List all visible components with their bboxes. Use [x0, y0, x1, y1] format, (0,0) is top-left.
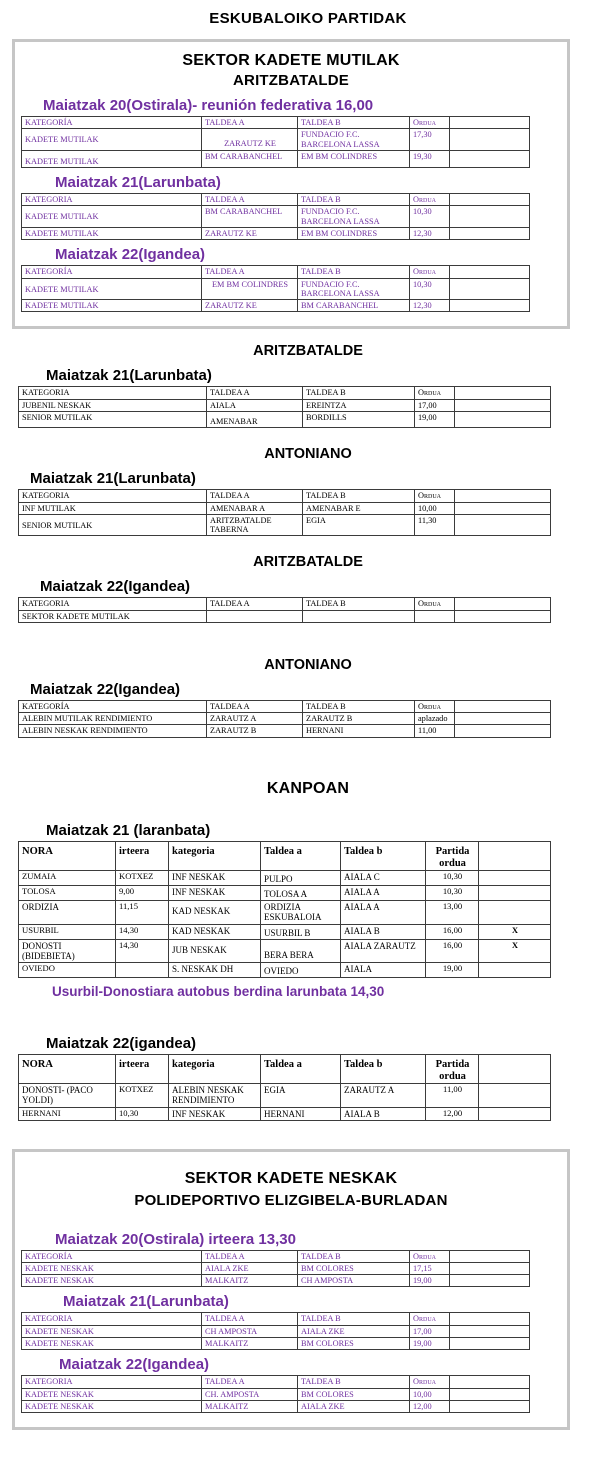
col-ordua: Ordua [410, 194, 450, 206]
col-kategoria: KATEGORIA [22, 1313, 202, 1325]
cell-extra [450, 300, 530, 312]
table-row [22, 278, 530, 300]
cell-taldea-b: FUNDACIO F.C. BARCELONA LASSA [298, 206, 410, 228]
cell-taldea-b: AMENABAR E [303, 502, 415, 514]
cell-partida-ordua: 19,00 [426, 962, 479, 977]
col-extra [479, 1054, 551, 1084]
schedule-table-antoniano-21 [18, 489, 551, 536]
col-kategoria: kategoria [169, 841, 261, 871]
cell-kategoria: KADETE MUTILAK [22, 227, 202, 239]
table-row [22, 1388, 530, 1400]
cell-kategoria: KADETE NESKAK [22, 1338, 202, 1350]
cell-kategoria: KAD NESKAK [169, 924, 261, 939]
table-row [19, 411, 551, 427]
col-extra [450, 1313, 530, 1325]
cell-mark: X [479, 924, 551, 939]
cell-nora: DONOSTI (BIDEBIETA) [19, 939, 116, 962]
table-row [22, 1400, 530, 1412]
cell-taldea-a: BM CARABANCHEL [202, 150, 298, 167]
date-heading-antoniano-22: Maiatzak 22(Igandea) [30, 680, 181, 698]
col-taldea-b: TALDEA B [298, 194, 410, 206]
cell-taldea-b: AIALA [341, 962, 426, 977]
cell-taldea-b: FUNDACIO F.C. BARCELONA LASSA [298, 129, 410, 151]
col-kategoria: KATEGORÍA [22, 117, 202, 129]
cell-nora: ORDIZIA [19, 901, 116, 924]
col-taldea-a: TALDEA A [202, 117, 298, 129]
cell-ordua: 12,30 [410, 300, 450, 312]
sektor-kadete-neskak-heading: SEKTOR KADETE NESKAK [184, 1169, 398, 1187]
cell-mark [479, 901, 551, 924]
table-row [22, 300, 530, 312]
cell-nora: DONOSTI- (PACO YOLDI) [19, 1084, 116, 1107]
cell-taldea-b: AIALA A [341, 886, 426, 901]
cell-taldea-a: EM BM COLINDRES [202, 278, 298, 300]
table-row [19, 610, 551, 622]
cell-taldea-a: AMENABAR [207, 411, 303, 427]
cell-mark [479, 1107, 551, 1120]
col-partida-ordua: Partida ordua [426, 841, 479, 871]
cell-mark [479, 1084, 551, 1107]
cell-kategoria: KADETE NESKAK [22, 1388, 202, 1400]
cell-taldea-a: AIALA ZKE [202, 1262, 298, 1274]
cell-kategoria: INF NESKAK [169, 1107, 261, 1120]
table-row [22, 129, 530, 151]
col-extra [455, 700, 551, 712]
cell-ordua: 17,00 [410, 1325, 450, 1337]
col-irteera: irteera [116, 1054, 169, 1084]
cell-nora: HERNANI [19, 1107, 116, 1120]
col-taldea-a: TALDEA A [202, 1376, 298, 1388]
venue-heading-antoniano-22: ANTONIANO [264, 656, 352, 673]
cell-ordua: 10,00 [410, 1388, 450, 1400]
cell-irteera: 14,30 [116, 939, 169, 962]
cell-taldea-b: HERNANI [303, 725, 415, 737]
sektor-kadete-mutilak-box [12, 39, 570, 329]
cell-taldea-a: BM CARABANCHEL [202, 206, 298, 228]
cell-taldea-a: USURBIL B [261, 924, 341, 939]
col-extra [450, 117, 530, 129]
table-header-row [19, 490, 551, 502]
table-row [19, 924, 551, 939]
cell-kategoria: ALEBIN NESKAK RENDIMIENTO [169, 1084, 261, 1107]
cell-partida-ordua: 13,00 [426, 901, 479, 924]
col-kategoria: kategoria [169, 1054, 261, 1084]
cell-ordua: 19,30 [410, 150, 450, 167]
table-row [19, 901, 551, 924]
date-heading-antoniano-21: Maiatzak 21(Larunbata) [30, 470, 196, 488]
cell-extra [455, 514, 551, 536]
cell-taldea-a: ZARAUTZ KE [202, 227, 298, 239]
col-extra [455, 387, 551, 399]
col-extra [479, 841, 551, 871]
col-taldea-b: TALDEA B [298, 1376, 410, 1388]
schedule-table-neskak-may21 [21, 1312, 530, 1350]
cell-kategoria: JUB NESKAK [169, 939, 261, 962]
date-heading-neskak-may20: Maiatzak 20(Ostirala) irteera 13,30 [55, 1230, 296, 1248]
cell-taldea-a: TOLOSA A [261, 886, 341, 901]
table-row [22, 1275, 530, 1287]
cell-taldea-b: FUNDACIO F.C. BARCELONA LASSA [298, 278, 410, 300]
cell-taldea-b: CH AMPOSTA [298, 1275, 410, 1287]
cell-taldea-b: EM BM COLINDRES [298, 150, 410, 167]
col-kategoria: KATEGORÍA [22, 266, 202, 278]
cell-taldea-a: ZARAUTZ KE [202, 300, 298, 312]
cell-kategoria: SENIOR MUTILAK [19, 514, 207, 536]
col-taldea-b: TALDEA B [303, 387, 415, 399]
cell-taldea-a: MALKAITZ [202, 1338, 298, 1350]
cell-kategoria: SEKTOR KADETE MUTILAK [19, 610, 207, 622]
cell-ordua: 10,00 [415, 502, 455, 514]
col-kategoria: KATEGORIA [19, 598, 207, 610]
cell-taldea-a: ZARAUTZ KE [202, 129, 298, 151]
cell-ordua: 19,00 [410, 1338, 450, 1350]
col-taldea-b: TALDEA B [298, 117, 410, 129]
cell-extra [450, 1338, 530, 1350]
cell-taldea-b: BM COLORES [298, 1262, 410, 1274]
col-kategoria: KATEGORIA [22, 194, 202, 206]
cell-ordua: 17,30 [410, 129, 450, 151]
col-extra [455, 490, 551, 502]
col-taldea-b: TALDEA B [303, 598, 415, 610]
col-taldea-b: Taldea b [341, 1054, 426, 1084]
table-header-row [19, 700, 551, 712]
cell-kategoria: KADETE MUTILAK [22, 278, 202, 300]
schedule-table-aritzbatalde-21 [18, 386, 551, 428]
cell-taldea-b: AIALA C [341, 871, 426, 886]
cell-partida-ordua: 10,30 [426, 871, 479, 886]
table-row [19, 1084, 551, 1107]
col-nora: NORA [19, 1054, 116, 1084]
col-taldea-b: TALDEA B [298, 1313, 410, 1325]
col-ordua: Ordua [415, 490, 455, 502]
venue-heading-aritzbatalde-22: ARITZBATALDE [253, 554, 363, 571]
cell-kategoria: KADETE MUTILAK [22, 129, 202, 151]
cell-irteera: KOTXEZ [116, 871, 169, 886]
cell-nora: USURBIL [19, 924, 116, 939]
cell-ordua: 10,30 [410, 278, 450, 300]
col-ordua: Ordua [410, 117, 450, 129]
col-taldea-b: TALDEA B [303, 700, 415, 712]
table-header-row [22, 266, 530, 278]
cell-taldea-a: ZARAUTZ B [207, 725, 303, 737]
kanpoan-table-may22 [18, 1054, 551, 1121]
cell-taldea-a: HERNANI [261, 1107, 341, 1120]
col-ordua: Ordua [410, 1376, 450, 1388]
cell-taldea-b: BM CARABANCHEL [298, 300, 410, 312]
cell-taldea-a: MALKAITZ [202, 1275, 298, 1287]
kanpoan-table-may21 [18, 841, 551, 978]
cell-kategoria: KADETE NESKAK [22, 1325, 202, 1337]
cell-taldea-b: AIALA ZARAUTZ [341, 939, 426, 962]
col-ordua: Ordua [410, 1250, 450, 1262]
cell-kategoria: INF MUTILAK [19, 502, 207, 514]
cell-taldea-b: ZARAUTZ B [303, 713, 415, 725]
schedule-table-aritzbatalde-22 [18, 597, 551, 623]
table-row [19, 939, 551, 962]
table-header-row [19, 598, 551, 610]
cell-extra [450, 227, 530, 239]
col-taldea-a: Taldea a [261, 841, 341, 871]
date-heading-kanpoan-21: Maiatzak 21 (laranbata) [46, 821, 211, 839]
col-ordua: Ordua [415, 387, 455, 399]
schedule-table-may21 [21, 193, 530, 240]
cell-taldea-a: AMENABAR A [207, 502, 303, 514]
col-taldea-a: TALDEA A [207, 700, 303, 712]
cell-taldea-b [303, 610, 415, 622]
cell-extra [455, 411, 551, 427]
cell-irteera: 14,30 [116, 924, 169, 939]
schedule-table-neskak-may22 [21, 1375, 530, 1413]
col-taldea-b: TALDEA B [298, 266, 410, 278]
cell-taldea-b: AIALA A [341, 901, 426, 924]
col-taldea-b: TALDEA B [303, 490, 415, 502]
date-heading-kanpoan-22: Maiatzak 22(igandea) [46, 1034, 197, 1052]
date-heading-aritzbatalde-21: Maiatzak 21(Larunbata) [46, 367, 212, 385]
schedule-table-antoniano-22 [18, 700, 551, 738]
cell-taldea-a: MALKAITZ [202, 1400, 298, 1412]
col-taldea-a: TALDEA A [207, 598, 303, 610]
cell-taldea-a [207, 610, 303, 622]
col-extra [450, 1250, 530, 1262]
date-heading-neskak-may21: Maiatzak 21(Larunbata) [63, 1293, 229, 1311]
cell-kategoria: ALEBIN NESKAK RENDIMIENTO [19, 725, 207, 737]
cell-extra [450, 1388, 530, 1400]
cell-taldea-a: PULPO [261, 871, 341, 886]
cell-taldea-b: AIALA ZKE [298, 1325, 410, 1337]
cell-taldea-a: OVIEDO [261, 962, 341, 977]
cell-ordua: 17,00 [415, 399, 455, 411]
cell-kategoria: KADETE NESKAK [22, 1262, 202, 1274]
col-taldea-a: TALDEA A [202, 194, 298, 206]
kanpoan-heading: KANPOAN [266, 779, 350, 797]
table-row [22, 150, 530, 167]
cell-taldea-a: EGIA [261, 1084, 341, 1107]
date-heading-may21: Maiatzak 21(Larunbata) [55, 174, 221, 192]
cell-taldea-b: AIALA B [341, 924, 426, 939]
table-header-row [22, 1313, 530, 1325]
cell-kategoria: INF NESKAK [169, 871, 261, 886]
cell-nora: ZUMAIA [19, 871, 116, 886]
status-badge-aplazado: aplazado [415, 713, 455, 725]
cell-ordua: 10,30 [410, 206, 450, 228]
cell-irteera: KOTXEZ [116, 1084, 169, 1107]
cell-ordua: 19,00 [415, 411, 455, 427]
cell-taldea-b: BM COLORES [298, 1388, 410, 1400]
sektor-kadete-mutilak-heading: SEKTOR KADETE MUTILAK [182, 52, 400, 69]
cell-ordua: 12,30 [410, 227, 450, 239]
cell-partida-ordua: 10,30 [426, 886, 479, 901]
col-taldea-a: TALDEA A [207, 490, 303, 502]
cell-taldea-a: ZARAUTZ A [207, 713, 303, 725]
cell-extra [450, 1325, 530, 1337]
cell-taldea-b: EREINTZA [303, 399, 415, 411]
cell-partida-ordua: 16,00 [426, 939, 479, 962]
cell-ordua: 19,00 [410, 1275, 450, 1287]
col-extra [450, 1376, 530, 1388]
cell-ordua: 11,30 [415, 514, 455, 536]
cell-extra [450, 206, 530, 228]
cell-nora: TOLOSA [19, 886, 116, 901]
col-kategoria: KATEGORIA [19, 490, 207, 502]
cell-kategoria: SENIOR MUTILAK [19, 411, 207, 427]
col-taldea-a: TALDEA A [202, 1313, 298, 1325]
cell-mark [479, 962, 551, 977]
cell-mark: X [479, 939, 551, 962]
col-ordua: Ordua [415, 598, 455, 610]
col-taldea-a: Taldea a [261, 1054, 341, 1084]
table-row [19, 962, 551, 977]
table-header-row [22, 194, 530, 206]
table-row [19, 886, 551, 901]
cell-taldea-b: EGIA [303, 514, 415, 536]
aritzbatalde-subheading: ARITZBATALDE [233, 72, 349, 89]
cell-mark [479, 886, 551, 901]
date-heading-neskak-may22: Maiatzak 22(Igandea) [59, 1356, 210, 1374]
col-nora: NORA [19, 841, 116, 871]
col-ordua: Ordua [410, 1313, 450, 1325]
cell-irteera [116, 962, 169, 977]
col-kategoria: KATEGORÍA [19, 700, 207, 712]
cell-irteera: 11,15 [116, 901, 169, 924]
col-ordua: Ordua [415, 700, 455, 712]
col-kategoria: KATEGORÍA [22, 1250, 202, 1262]
cell-extra [450, 1400, 530, 1412]
col-extra [450, 194, 530, 206]
cell-extra [455, 610, 551, 622]
cell-partida-ordua: 12,00 [426, 1107, 479, 1120]
cell-kategoria: KAD NESKAK [169, 901, 261, 924]
table-row [19, 502, 551, 514]
page-title: ESKUBALOIKO PARTIDAK [209, 10, 407, 27]
cell-ordua: 11,00 [415, 725, 455, 737]
date-heading-may20: Maiatzak 20(Ostirala)- reunión federativa 16,00 [43, 97, 374, 114]
col-taldea-b: TALDEA B [298, 1250, 410, 1262]
date-heading-may22: Maiatzak 22(Igandea) [55, 246, 206, 264]
col-kategoria: KATEGORIA [22, 1376, 202, 1388]
col-extra [455, 598, 551, 610]
table-row [22, 206, 530, 228]
cell-taldea-b: EM BM COLINDRES [298, 227, 410, 239]
cell-taldea-b: AIALA ZKE [298, 1400, 410, 1412]
cell-kategoria: KADETE MUTILAK [22, 300, 202, 312]
col-taldea-a: TALDEA A [202, 266, 298, 278]
cell-extra [450, 278, 530, 300]
cell-taldea-a: ORDIZIA ESKUBALOIA [261, 901, 341, 924]
col-irteera: irteera [116, 841, 169, 871]
date-heading-aritzbatalde-22: Maiatzak 22(Igandea) [40, 578, 191, 596]
sektor-kadete-neskak-box [12, 1149, 570, 1431]
cell-taldea-a: CH. AMPOSTA [202, 1388, 298, 1400]
table-header-row [19, 387, 551, 399]
cell-partida-ordua: 16,00 [426, 924, 479, 939]
cell-extra [455, 713, 551, 725]
table-row [22, 1262, 530, 1274]
cell-kategoria: JUBENIL NESKAK [19, 399, 207, 411]
schedule-table-may22 [21, 265, 530, 312]
table-header-row [22, 117, 530, 129]
cell-extra [455, 725, 551, 737]
cell-taldea-a: BERA BERA [261, 939, 341, 962]
cell-taldea-a: ARITZBATALDE TABERNA [207, 514, 303, 536]
venue-heading-antoniano-21: ANTONIANO [264, 446, 352, 463]
table-header-row [22, 1376, 530, 1388]
cell-extra [455, 399, 551, 411]
col-taldea-b: Taldea b [341, 841, 426, 871]
cell-irteera: 10,30 [116, 1107, 169, 1120]
cell-kategoria: KADETE MUTILAK [22, 150, 202, 167]
col-taldea-a: TALDEA A [202, 1250, 298, 1262]
table-row [22, 1338, 530, 1350]
cell-mark [479, 871, 551, 886]
schedule-table-neskak-may20 [21, 1250, 530, 1288]
table-row [22, 227, 530, 239]
cell-kategoria: S. NESKAK DH [169, 962, 261, 977]
cell-ordua [415, 610, 455, 622]
table-row [19, 399, 551, 411]
cell-extra [450, 150, 530, 167]
cell-taldea-b: BM COLORES [298, 1338, 410, 1350]
venue-heading-aritzbatalde-21: ARITZBATALDE [253, 343, 363, 360]
cell-kategoria: KADETE NESKAK [22, 1400, 202, 1412]
table-row [19, 725, 551, 737]
table-row [19, 1107, 551, 1120]
cell-ordua: 17,15 [410, 1262, 450, 1274]
cell-taldea-b: AIALA B [341, 1107, 426, 1120]
cell-extra [455, 502, 551, 514]
cell-taldea-b: ZARAUTZ A [341, 1084, 426, 1107]
table-row [19, 514, 551, 536]
cell-irteera: 9,00 [116, 886, 169, 901]
col-extra [450, 266, 530, 278]
table-row [19, 713, 551, 725]
cell-taldea-a: CH AMPOSTA [202, 1325, 298, 1337]
col-partida-ordua: Partida ordua [426, 1054, 479, 1084]
cell-extra [450, 129, 530, 151]
table-row [22, 1325, 530, 1337]
table-row [19, 871, 551, 886]
cell-kategoria: KADETE NESKAK [22, 1275, 202, 1287]
schedule-table-may20 [21, 116, 530, 168]
cell-kategoria: INF NESKAK [169, 886, 261, 901]
col-ordua: Ordua [410, 266, 450, 278]
cell-extra [450, 1262, 530, 1274]
table-header-row [19, 1054, 551, 1084]
col-taldea-a: TALDEA A [207, 387, 303, 399]
cell-kategoria: KADETE MUTILAK [22, 206, 202, 228]
cell-taldea-b: BORDILLS [303, 411, 415, 427]
bus-note: Usurbil-Donostiara autobus berdina larunbata 14,30 [52, 983, 385, 999]
cell-kategoria: ALEBIN MUTILAK RENDIMIENTO [19, 713, 207, 725]
polideportivo-subheading: POLIDEPORTIVO ELIZGIBELA-BURLADAN [134, 1191, 448, 1209]
cell-partida-ordua: 11,00 [426, 1084, 479, 1107]
cell-nora: OVIEDO [19, 962, 116, 977]
table-header-row [22, 1250, 530, 1262]
table-header-row [19, 841, 551, 871]
cell-extra [450, 1275, 530, 1287]
cell-taldea-a: AIALA [207, 399, 303, 411]
col-kategoria: KATEGORIA [19, 387, 207, 399]
cell-ordua: 12,00 [410, 1400, 450, 1412]
